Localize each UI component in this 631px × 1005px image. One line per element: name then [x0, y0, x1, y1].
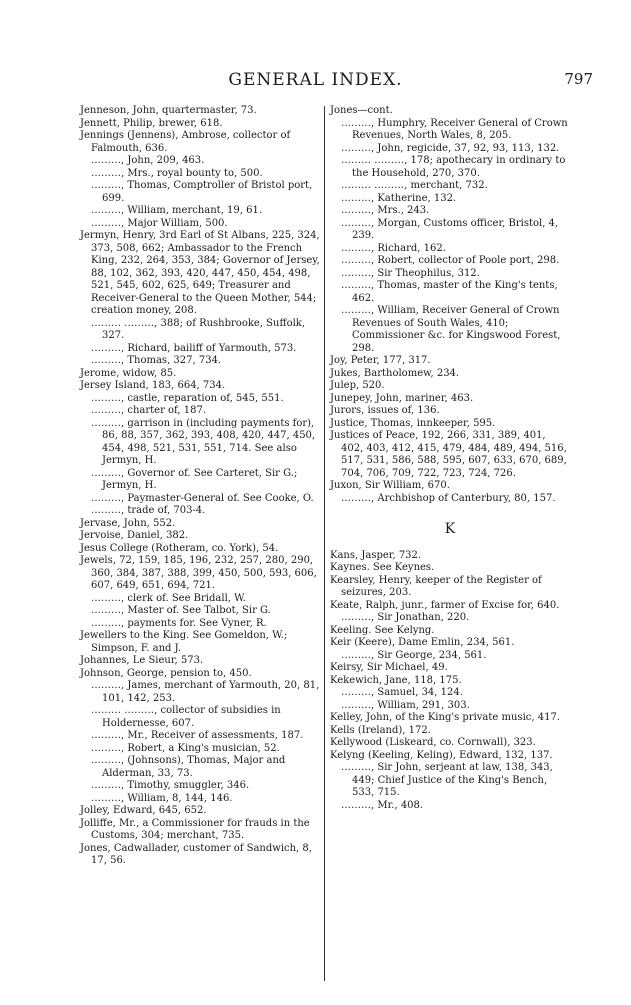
index-entry: Jones—cont.: [330, 105, 393, 116]
index-entry: Justices of Peace, 192, 266, 331, 389, 401, 402, 403, 412, 415, 479, 484, 489, 494, 516, 517, 531, 586, 588, 595, 607, 633, 670, 689, 704, 706, 709, 722, 723, 724, 726.: [330, 430, 567, 479]
column-divider: [324, 106, 325, 981]
index-entry: ………, castle, reparation of, 545, 551.: [91, 392, 284, 404]
index-entry: Kans, Jasper, 732.: [330, 549, 422, 561]
index-entry: ………, Thomas, master of the King's tents, 462.: [341, 280, 558, 304]
index-entry: ………, John, regicide, 37, 92, 93, 113, 132.: [341, 142, 560, 154]
index-entry: Jewels, 72, 159, 185, 196, 232, 257, 280, 290, 360, 384, 387, 388, 399, 450, 500, 593, 606, 607, 649, 651, 694, 721.: [80, 555, 317, 591]
index-entry: ………, clerk of. See Bridall, W.: [91, 592, 246, 604]
index-entry: Junepey, John, mariner, 463.: [330, 392, 474, 404]
index-entry: ………, Katherine, 132.: [341, 192, 457, 204]
index-entry: Kekewich, Jane, 118, 175.: [330, 674, 462, 686]
index-entry: ………, Thomas, 327, 734.: [91, 355, 222, 366]
index-entry: ………, Robert, collector of Poole port, 298.: [341, 255, 560, 266]
index-entry: ………, Major William, 500.: [91, 217, 228, 229]
index-entry: ………, Sir John, serjeant at law, 138, 343, 449; Chief Justice of the King's Bench, 533, 715.: [341, 762, 553, 798]
index-entry: ………, Archbishop of Canterbury, 80, 157.: [341, 492, 556, 504]
index-entry: ………, Richard, 162.: [341, 242, 446, 254]
index-entry: Johnson, George, pension to, 450.: [80, 667, 252, 679]
index-entry: ………, John, 209, 463.: [91, 155, 205, 166]
index-entry: ………, garrison in (including payments for), 86, 88, 357, 362, 393, 408, 420, 447, 450, 454, 498, 521, 531, 551, 714. See also Jermyn, H.: [91, 417, 316, 466]
left-index-column: [80, 105, 322, 868]
index-entry: Joy, Peter, 177, 317.: [330, 355, 431, 366]
index-entry: Jermyn, Henry, 3rd Earl of St Albans, 225, 324, 373, 508, 662; Ambassador to the French King, 232, 264, 353, 384; Governor of Jersey, 88, 102, 362, 393, 420, 447, 450, 454, 498, 521, 545, 602, 625, 649; Treasurer and Receiver-General to the Queen Mother, 544; creation money, 208.: [80, 230, 320, 316]
index-entry: ……… ………, 388; of Rushbrooke, Suffolk, 327.: [91, 317, 306, 341]
index-entry: ………, Sir Jonathan, 220.: [341, 612, 470, 623]
index-entry: ………, payments for. See Vyner, R.: [91, 617, 267, 629]
right-index-column: [330, 105, 570, 812]
index-entry: ………, Thomas, Comptroller of Bristol port, 699.: [91, 180, 313, 204]
right-column-k-entries: [330, 550, 570, 813]
index-entry: Jerome, widow, 85.: [80, 367, 177, 379]
index-entry: Kaynes. See Keynes.: [330, 562, 435, 573]
index-entry: ………, William, 291, 303.: [341, 699, 470, 711]
page-header: [0, 70, 631, 94]
index-entry: ………, Timothy, smuggler, 346.: [91, 780, 250, 791]
index-entry: ………, (Johnsons), Thomas, Major and Alderman, 33, 73.: [91, 755, 286, 779]
index-entry: Jennings (Jennens), Ambrose, collector of Falmouth, 636.: [80, 130, 291, 154]
index-entry: ………, William, merchant, 19, 61.: [91, 205, 263, 216]
index-entry: Jolley, Edward, 645, 652.: [80, 805, 207, 816]
index-entry: ………, Master of. See Talbot, Sir G.: [91, 605, 271, 616]
index-entry: ………, Mrs., royal bounty to, 500.: [91, 167, 263, 179]
index-entry: Keir (Keere), Dame Emlin, 234, 561.: [330, 637, 515, 648]
index-entry: Justice, Thomas, innkeeper, 595.: [330, 417, 496, 429]
index-entry: ………, Humphry, Receiver General of Crown Revenues, North Wales, 8, 205.: [341, 117, 568, 141]
index-entry: ………, Samuel, 34, 124.: [341, 687, 463, 698]
index-entry: Jenneson, John, quartermaster, 73.: [80, 105, 257, 116]
index-entry: Jervoise, Daniel, 382.: [80, 530, 189, 541]
index-entry: ………, Richard, bailiff of Yarmouth, 573.: [91, 342, 297, 354]
index-entry: ……… ………, collector of subsidies in Holdernesse, 607.: [91, 705, 281, 729]
index-entry: ………, Sir Theophilus, 312.: [341, 267, 480, 279]
index-entry: Keirsy, Sir Michael, 49.: [330, 662, 448, 673]
index-entry: Jesus College (Rotheram, co. York), 54.: [80, 542, 279, 554]
index-entry: ………, Governor of. See Carteret, Sir G.; Jermyn, H.: [91, 467, 298, 491]
index-entry: ………, trade of, 703-4.: [91, 505, 206, 516]
index-entry: ………, Morgan, Customs officer, Bristol, 4, 239.: [341, 217, 559, 241]
index-entry: ………, William, Receiver General of Crown Revenues of South Wales, 410; Commissioner &c. for Kingswood Forest, 298.: [341, 305, 561, 354]
index-entry: ………, William, 8, 144, 146.: [91, 792, 233, 804]
index-entry: Jones, Cadwallader, customer of Sandwich, 8, 17, 56.: [80, 842, 312, 866]
index-entry: Kelley, John, of the King's private music, 417.: [330, 712, 560, 723]
index-entry: Jukes, Bartholomew, 234.: [330, 367, 460, 379]
index-entry: ………, Mr., 408.: [341, 799, 424, 811]
index-entry: Jurors, issues of, 136.: [330, 405, 440, 416]
index-entry: Jewellers to the King. See Gomeldon, W.; Simpson, F. and J.: [80, 630, 288, 654]
index-entry: ………, Robert, a King's musician, 52.: [91, 742, 280, 754]
index-entry: ……… ………, merchant, 732.: [341, 180, 488, 191]
index-entry: Juxon, Sir William, 670.: [330, 480, 450, 491]
running-title: GENERAL INDEX.: [228, 70, 403, 90]
right-column-j-entries: [330, 105, 570, 505]
index-entry: Jolliffe, Mr., a Commissioner for frauds in the Customs, 304; merchant, 735.: [80, 817, 310, 841]
index-entry: Kelyng (Keeling, Keling), Edward, 132, 137.: [330, 749, 553, 761]
index-entry: ………, Paymaster-General of. See Cooke, O.: [91, 492, 314, 504]
index-entry: Keate, Ralph, junr., farmer of Excise for, 640.: [330, 599, 560, 611]
index-entry: ………, Sir George, 234, 561.: [341, 649, 487, 661]
section-letter: K: [444, 521, 456, 537]
index-entry: Julep, 520.: [330, 380, 385, 391]
index-entry: Keeling. See Kelyng.: [330, 624, 435, 636]
index-entry: Johannes, Le Sieur, 573.: [80, 655, 204, 666]
page-number: 797: [564, 70, 593, 88]
index-entry: ………, James, merchant of Yarmouth, 20, 81, 101, 142, 253.: [91, 680, 320, 704]
index-entry: ………, charter of, 187.: [91, 405, 207, 416]
index-entry: Jennett, Philip, brewer, 618.: [80, 117, 223, 129]
index-entry: ………, Mrs., 243.: [341, 205, 430, 216]
index-entry: ………, Mr., Receiver of assessments, 187.: [91, 730, 304, 741]
index-entry: Kellywood (Liskeard, co. Cornwall), 323.: [330, 737, 536, 748]
index-entry: Kells (Ireland), 172.: [330, 724, 431, 736]
index-entry: Jervase, John, 552.: [80, 517, 176, 529]
index-entry: Jersey Island, 183, 664, 734.: [80, 380, 226, 391]
index-entry: Kearsley, Henry, keeper of the Register of seizures, 203.: [330, 574, 542, 598]
index-entry: ……… ………, 178; apothecary in ordinary to the Household, 270, 370.: [341, 155, 566, 179]
